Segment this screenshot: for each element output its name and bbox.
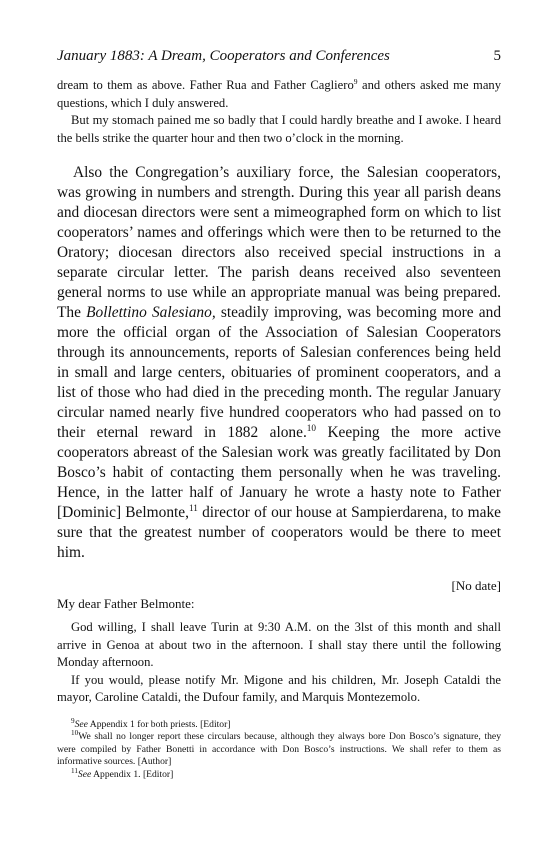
dream-text: dream to them as above. Father Rua and Father Cagliero <box>57 78 354 92</box>
running-header <box>57 48 501 65</box>
cooperators-text-1: Also the Congregation’s auxiliary force, the Salesian cooperators, was growing in numbers and strength. During this year all parish deans and diocesan directors were sent a mimeographed form on which to list cooperators’ names and offerings which were then to be returned to the Oratory; diocesan directors also received special instructions in a separate circular letter. The parish deans received also seventeen general norms to use while an appropriate manual was being prepared. The <box>57 164 501 321</box>
cooperators-text-2: steadily improving, was becoming more and more the official organ of the Association of Salesian Cooperators through its announcements, reports of Salesian conferences being held in small and large centers, obituaries of prominent cooperators, and a list of those who had died in the preceding month. The regular January circular named nearly five hundred cooperators who had passed on to their eternal reward in 1882 alone. <box>57 304 502 441</box>
footnote-9 <box>57 716 501 732</box>
letter-salutation: My dear Father Belmonte: <box>57 596 195 611</box>
dream-section <box>57 77 501 147</box>
letter-body <box>57 619 501 707</box>
cooperators-text-4: director of our house at Sampierdarena, to make sure that the greatest number of cooperators would be there to meet him. <box>57 504 501 561</box>
stomach-paragraph: But my stomach pained me so badly that I could hardly breathe and I awoke. I heard the bells strike the quarter hour and then two o’clock in the morning. <box>57 113 501 145</box>
letter-date: [No date] <box>451 578 501 593</box>
footnotes <box>57 716 501 782</box>
dream-text-end: and others asked me many questions, which I duly answered. <box>57 78 502 110</box>
book-page <box>57 48 501 781</box>
footnote-9-text: Appendix 1 for both priests. [Editor] <box>87 718 231 730</box>
page-number: 5 <box>493 48 501 64</box>
dream-paragraph <box>57 77 501 112</box>
running-title: January 1883: A Dream, Cooperators and Conferences <box>57 48 390 64</box>
bollettino-title: Bollettino Salesiano, <box>86 304 216 321</box>
footnote-ref-11: 11 <box>188 502 198 513</box>
letter-paragraph-1: God willing, I shall leave Turin at 9:30 A.M. on the 3lst of this month and shall arrive in Genoa at about two in the afternoon. I shall stay there until the following Monday afternoon. <box>57 620 501 669</box>
cooperators-paragraph <box>57 163 501 563</box>
letter-paragraph-2: If you would, please notify Mr. Migone and his children, Mr. Joseph Cataldi the mayor, Caroline Cataldi, the Dufour family, and Marquis Montezemolo. <box>57 672 501 704</box>
footnote-11-mark: 11 <box>71 766 78 775</box>
cooperators-text-3: Keeping the more active cooperators abreast of the Salesian work was greatly facilitated by Don Bosco’s habit of contacting them personally when he was traveling. Hence, in the latter half of January he wrote a hasty note to Father [Dominic] Belmonte, <box>57 424 501 521</box>
footnote-11 <box>57 766 501 782</box>
footnote-9-see: See <box>74 718 88 730</box>
footnote-10-text: We shall no longer report these circulars because, although they always bore Don Bosco’s signature, they were compiled by Father Bonetti in accordance with Don Bosco’s instructions. We shall refer to them as informative sources. [Author] <box>57 731 501 767</box>
footnote-ref-10: 10 <box>306 422 317 433</box>
footnote-10 <box>57 728 501 769</box>
footnote-11-see: See <box>77 768 92 780</box>
cooperators-section <box>57 163 501 563</box>
footnote-9-mark: 9 <box>71 716 75 725</box>
footnote-10-mark: 10 <box>71 728 79 737</box>
footnote-ref-9: 9 <box>353 76 358 86</box>
footnote-11-text: Appendix 1. [Editor] <box>91 768 174 780</box>
